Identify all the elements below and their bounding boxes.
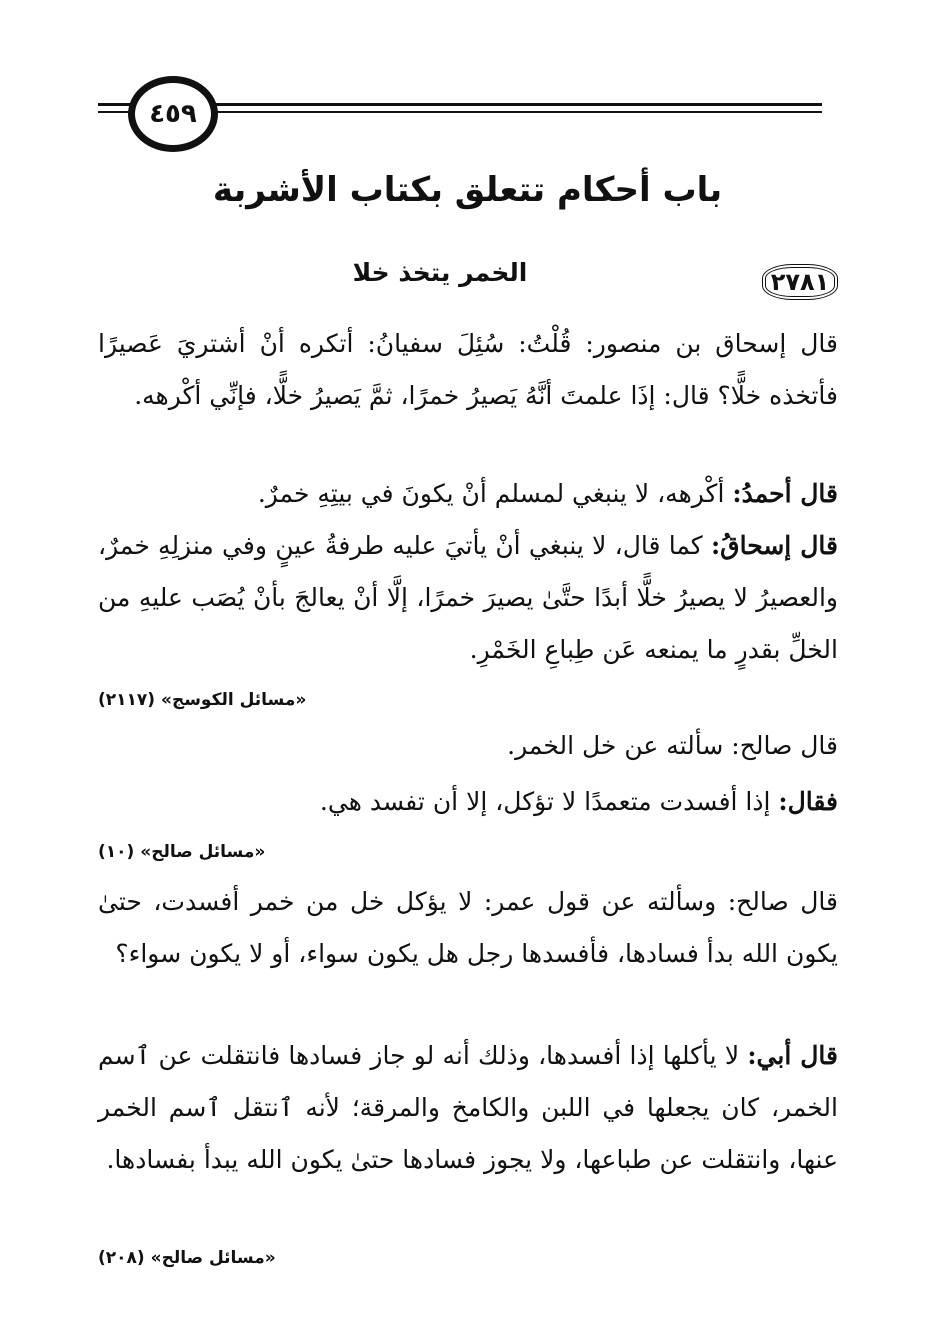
paragraph-2-text: أكْرهه، لا ينبغي لمسلم أنْ يكونَ في بيتِهِ خمرٌ.: [257, 479, 733, 508]
paragraph-5: [98, 776, 838, 828]
header-rule-right-lower: [200, 111, 822, 113]
chapter-title: باب أحكام تتعلق بكتاب الأشربة: [212, 170, 723, 210]
paragraph-3-lead: قال إسحاقُ:: [710, 531, 838, 560]
paragraph-7-lead: قال أبي:: [747, 1041, 838, 1070]
section-number-badge: [760, 260, 840, 304]
paragraph-2: [98, 468, 838, 520]
header-rule-right: [200, 103, 822, 106]
paragraph-1-text: قال إسحاق بن منصور: قُلْتُ: سُئِلَ سفيانُ: أتكره أنْ أشتريَ عَصيرًا فأتخذه خلًّا؟ قال: إذَا علمتَ أنَّهُ يَصيرُ خمرًا، ثمَّ يَصيرُ خلًّا، فإنِّي أكْرهه.: [98, 329, 838, 410]
section-title: الخمر يتخذ خلا: [352, 258, 528, 287]
paragraph-2-lead: قال أحمدُ:: [732, 479, 838, 508]
paragraph-4-text: قال صالح: سألته عن خل الخمر.: [507, 731, 838, 760]
paragraph-6: [98, 876, 838, 980]
source-citation-2: «مسائل صالح» (١٠): [98, 842, 266, 862]
paragraph-1: [98, 318, 838, 422]
paragraph-7-text: لا يأكلها إذا أفسدها، وذلك أنه لو جاز فسادها فانتقلت عن ٱسم الخمر، كان يجعلها في اللبن والكامخ والمرقة؛ لأنه ٱنتقل ٱسم الخمر عنها، وانتقلت عن طباعها، ولا يجوز فسادها حتىٰ يكون الله يبدأ بفسادها.: [98, 1041, 838, 1174]
paragraph-7: [98, 1030, 838, 1186]
paragraph-5-lead: فقال:: [778, 787, 838, 816]
source-citation-1: «مسائل الكوسج» (٢١١٧): [98, 690, 307, 710]
paragraph-3: [98, 520, 838, 676]
section-number: ٢٧٨١: [770, 268, 830, 296]
paragraph-6-text: قال صالح: وسألته عن قول عمر: لا يؤكل خل من خمر أفسدت، حتىٰ يكون الله بدأ فسادها، فأفسدها رجل هل يكون سواء، أو لا يكون سواء؟: [98, 887, 838, 968]
source-citation-3: «مسائل صالح» (٢٠٨): [98, 1248, 276, 1268]
paragraph-5-text: إذا أفسدت متعمدًا لا تؤكل، إلا أن تفسد هي.: [319, 787, 779, 816]
page-number: ٤٥٩: [128, 76, 218, 152]
paragraph-4: [98, 720, 838, 772]
paragraph-3-text: كما قال، لا ينبغي أنْ يأتيَ عليه طرفةُ عينٍ وفي منزلِهِ خمرٌ، والعصيرُ لا يصيرُ خلًّا أبدًا حتَّىٰ يصيرَ خمرًا، إلَّا أنْ يعالجَ بأنْ يُصَب عليهِ من الخلِّ بقدرٍ ما يمنعه عَن طِباعِ الخَمْرِ.: [98, 531, 838, 664]
